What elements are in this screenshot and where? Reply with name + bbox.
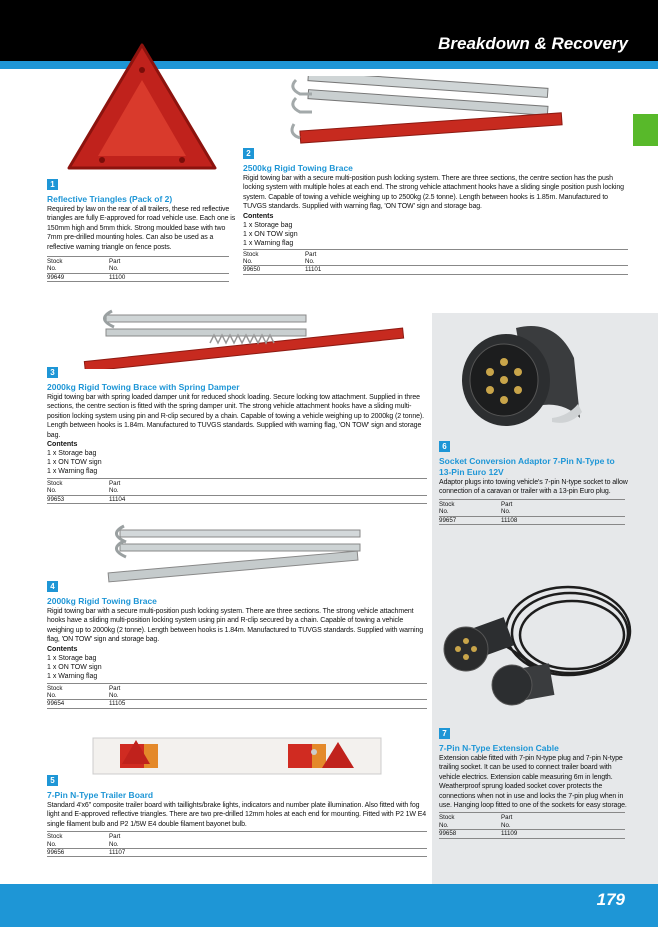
socket-adaptor-image <box>456 318 586 436</box>
section-title: Breakdown & Recovery <box>438 34 628 53</box>
part-no: 11108 <box>501 516 625 524</box>
stock-no: 99649 <box>47 273 109 281</box>
stock-no: 99658 <box>439 830 501 838</box>
product-title: 7-Pin N-Type Trailer Board <box>47 790 154 800</box>
product-title: 7-Pin N-Type Extension Cable <box>439 743 559 753</box>
stock-no-header: Stock No. <box>47 257 109 274</box>
product-description: Required by law on the rear of all trailers, these red reflective triangles are fully E-approved for road vehicle use. Each one is 150mm high and 5mm thick. Strong moulded base with two 7mm pre-drilled mounting holes. Can also be used as a reflective warning triangle on fence posts. <box>47 206 236 251</box>
contents-item: 1 x Storage bag <box>47 450 97 458</box>
product-description: Rigid towing bar with a secure multi-position push locking system. There are three sections. The strong vehicle attachment hooks have a sliding multi-position locking system using pin and R-clip secured by a chain. Capable of towing a vehicle weighing up to 2000kg (2 tonne). Length between hooks is 1.84m. Manufactured to TUVGS standards. Supplied with warning flag, 'ON TOW' sign and storage bag. <box>47 608 424 644</box>
product-number: 2 <box>243 148 254 159</box>
part-no-header: Part No. <box>305 249 628 266</box>
part-no: 11109 <box>501 830 625 838</box>
part-no-header: Part No. <box>501 813 625 830</box>
contents-heading: Contents <box>47 441 78 449</box>
product-title: 2000kg Rigid Towing Brace with Spring Damper <box>47 382 240 392</box>
stock-no: 99657 <box>439 516 501 524</box>
stock-no-header: Stock No. <box>47 683 109 700</box>
contents-item: 1 x Warning flag <box>47 672 98 680</box>
reflective-triangle-image <box>66 42 218 172</box>
product-title: 2500kg Rigid Towing Brace <box>243 163 353 173</box>
product-5 <box>47 770 427 857</box>
stock-no-header: Stock No. <box>47 832 109 849</box>
product-description: Rigid towing bar with a secure multi-position push locking system. There are three sections, the centre section has the push locking system with multiple holes at each end. The strong vehicle attachment hooks have a sliding single position push locking system. Capable of towing a vehicle weighing up to 2500kg (2.5 tonne). Length between hooks is 1.85m. Manufactured to TUVGS standards. Supplied with warning flag, 'ON TOW' sign and storage bag. <box>243 175 624 211</box>
part-no-header: Part No. <box>109 257 229 274</box>
stock-table <box>439 812 625 838</box>
contents-item: 1 x Storage bag <box>243 221 293 229</box>
contents-heading: Contents <box>243 212 274 220</box>
contents-item: 1 x ON TOW sign <box>47 663 102 671</box>
part-no: 11101 <box>305 266 628 274</box>
product-description: Adaptor plugs into towing vehicle's 7-pin N-type socket to allow connection of a caravan or trailer with a 13-pin Euro plug. <box>439 479 628 496</box>
product-2 <box>243 143 628 275</box>
product-title: Reflective Triangles (Pack of 2) <box>47 194 173 204</box>
part-no-header: Part No. <box>501 499 625 516</box>
stock-no-header: Stock No. <box>47 479 109 496</box>
stock-table <box>243 249 628 275</box>
part-no-header: Part No. <box>109 479 427 496</box>
contents-item: 1 x Warning flag <box>47 468 98 476</box>
part-no: 11107 <box>109 849 427 857</box>
stock-table <box>47 256 229 282</box>
page-number: 179 <box>596 890 625 909</box>
product-description: Rigid towing bar with spring loaded damper unit for reduced shock loading. Secure locking tow attachment. Supplied in three sections, the centre section is fitted with the spring damper unit. The strong vehicle attachment hooks have a sliding multi-position locking system using pin and R-clip secured by a chain. Capable of towing a vehicle weighing up to 2000kg (2 tonne). Length between hooks is 1.84m. Manufactured to TUVGS standards. Supplied with warning flag, 'ON TOW' sign and storage bag. <box>47 394 425 439</box>
product-number: 1 <box>47 179 58 190</box>
part-no: 11104 <box>109 495 427 503</box>
product-3 <box>47 362 427 504</box>
product-title: Socket Conversion Adaptor 7-Pin N-Type to 13-Pin Euro 12V <box>439 456 615 477</box>
stock-no-header: Stock No. <box>439 813 501 830</box>
product-number: 6 <box>439 441 450 452</box>
contents-item: 1 x ON TOW sign <box>243 230 298 238</box>
product-number: 5 <box>47 775 58 786</box>
stock-no-header: Stock No. <box>243 249 305 266</box>
product-number: 4 <box>47 581 58 592</box>
extension-cable-image <box>440 583 636 709</box>
product-title: 2000kg Rigid Towing Brace <box>47 596 157 606</box>
contents-item: 1 x ON TOW sign <box>47 459 102 467</box>
section-tab-marker <box>633 114 658 146</box>
stock-table <box>47 478 427 504</box>
stock-table <box>47 831 427 857</box>
product-number: 3 <box>47 367 58 378</box>
towing-brace-2000-image <box>100 524 372 584</box>
product-1 <box>47 174 237 282</box>
towing-brace-2500-image <box>290 76 564 146</box>
contents-item: 1 x Warning flag <box>243 239 294 247</box>
product-6 <box>439 436 629 525</box>
product-number: 7 <box>439 728 450 739</box>
stock-no: 99654 <box>47 700 109 708</box>
part-no: 11100 <box>109 273 229 281</box>
product-description: Standard 4'x6" composite trailer board with taillights/brake lights, indicators and number plate illumination. Also fitted with fog light and E-approved reflective triangles. There are two pre-drilled 12mm holes at each end for mounting. Fitted with P2 1W E4 single filament bulb and P2 1/5W E4 double filament bayonet bulb. <box>47 802 427 828</box>
part-no-header: Part No. <box>109 683 427 700</box>
stock-no: 99656 <box>47 849 109 857</box>
contents-heading: Contents <box>47 645 78 653</box>
contents-item: 1 x Storage bag <box>47 654 97 662</box>
towing-brace-spring-damper-image <box>82 307 412 369</box>
stock-no-header: Stock No. <box>439 499 501 516</box>
product-7 <box>439 723 629 839</box>
stock-table <box>439 499 625 525</box>
stock-table <box>47 683 427 709</box>
part-no-header: Part No. <box>109 832 427 849</box>
page-footer <box>0 884 658 927</box>
product-4 <box>47 576 427 709</box>
product-description: Extension cable fitted with 7-pin N-type plug and 7-pin N-type trailing socket. It can be used to connect trailer board with vehicle electrics. Extension cable measuring 6m in length. Weatherproof sprung loaded socket cover protects the connections when not in use and locks the 7-pin plug when in use. Hanging loop fitted to one of the sockets for easy storage. <box>439 755 627 810</box>
stock-no: 99650 <box>243 266 305 274</box>
stock-no: 99653 <box>47 495 109 503</box>
part-no: 11105 <box>109 700 427 708</box>
